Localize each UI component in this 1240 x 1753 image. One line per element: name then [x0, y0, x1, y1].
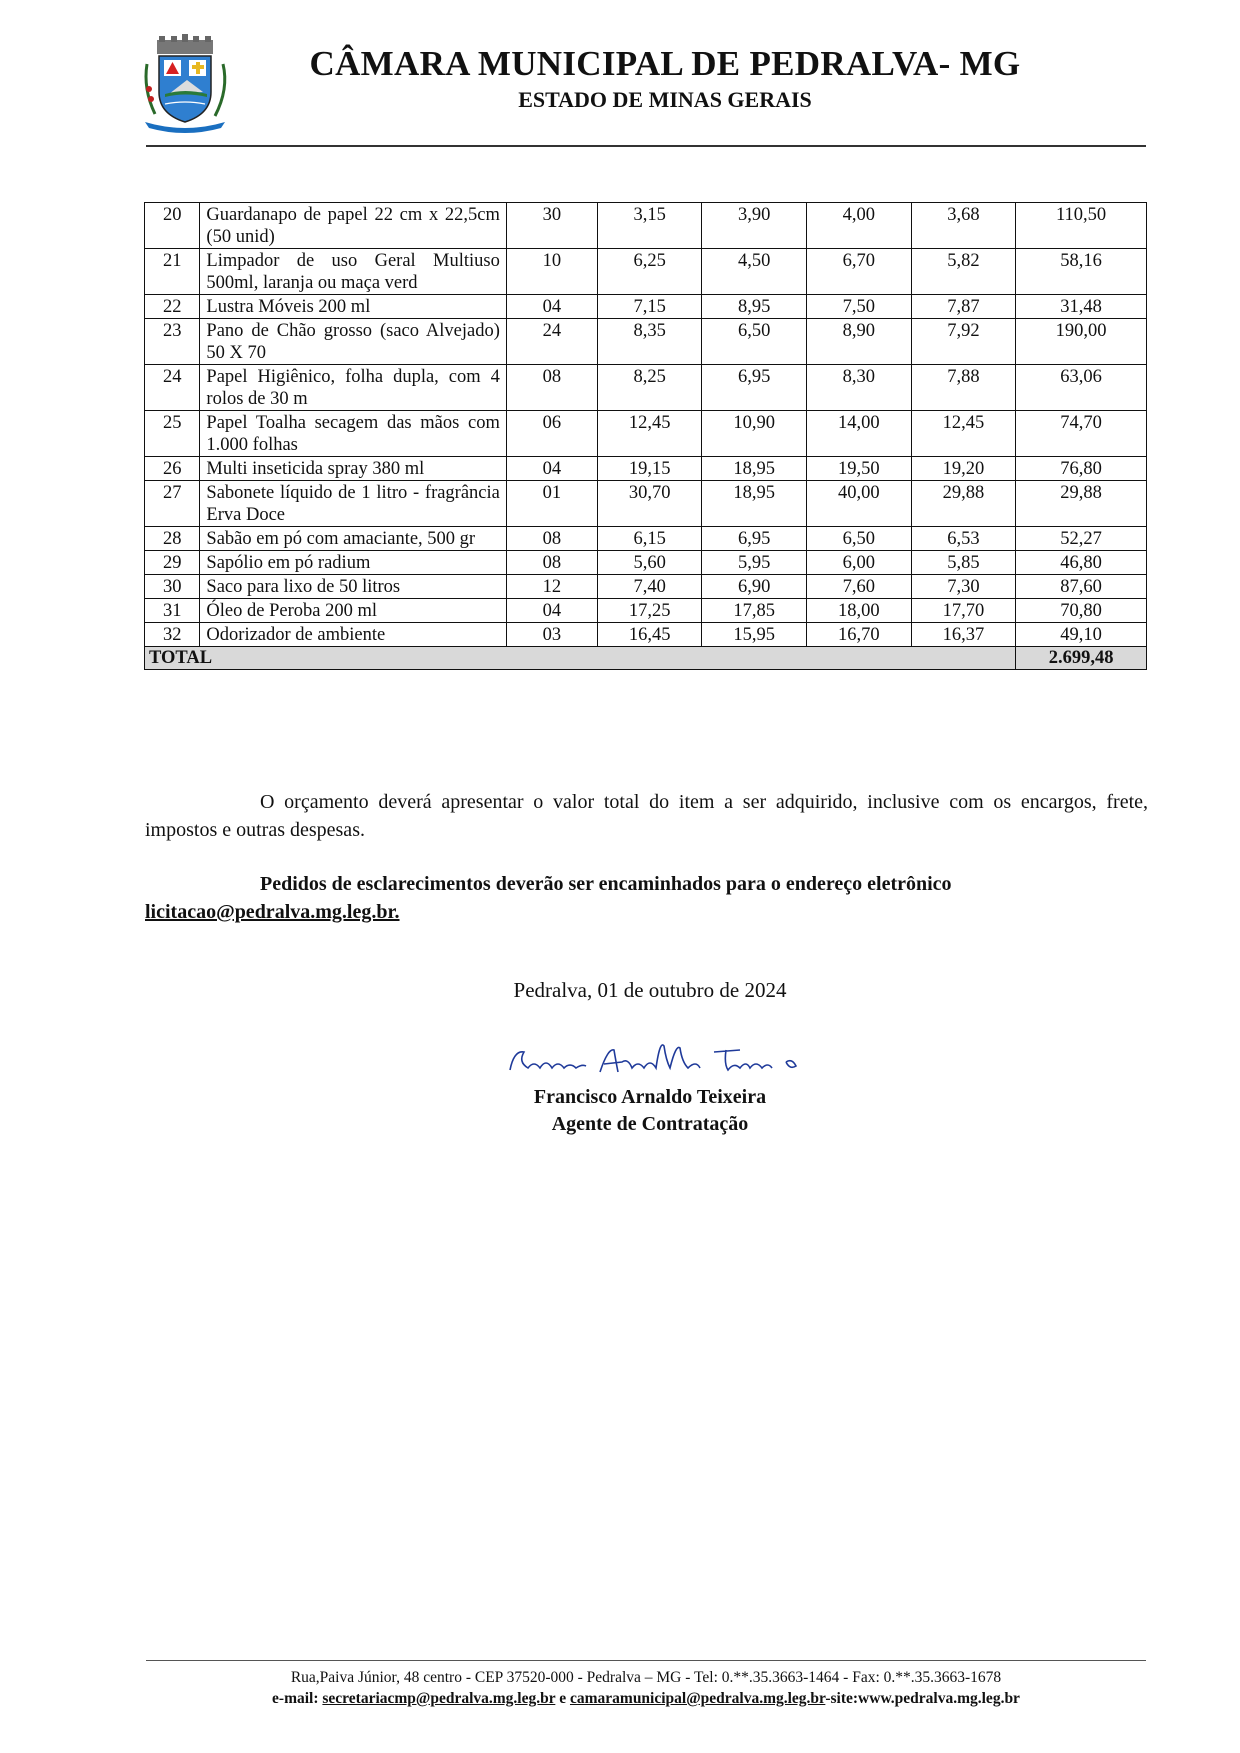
handwritten-signature-icon: [500, 1040, 840, 1082]
item-number-cell: 22: [145, 295, 200, 319]
quote-1-cell: 19,15: [597, 457, 702, 481]
budget-note-paragraph: O orçamento deverá apresentar o valor total do item a ser adquirido, inclusive com os encargos, frete, impostos e outras despesas.: [145, 791, 1148, 841]
quantity-cell: 04: [506, 599, 597, 623]
item-number-cell: 32: [145, 623, 200, 647]
item-number-cell: 20: [145, 203, 200, 249]
quote-2-cell: 18,95: [702, 481, 807, 527]
average-price-cell: 19,20: [911, 457, 1016, 481]
quote-1-cell: 6,25: [597, 249, 702, 295]
quantity-cell: 01: [506, 481, 597, 527]
quantity-cell: 10: [506, 249, 597, 295]
item-number-cell: 30: [145, 575, 200, 599]
quantity-cell: 08: [506, 527, 597, 551]
quote-3-cell: 18,00: [807, 599, 912, 623]
quantity-cell: 06: [506, 411, 597, 457]
description-cell: Limpador de uso Geral Multiuso 500ml, laranja ou maça verd: [200, 249, 506, 295]
quote-1-cell: 6,15: [597, 527, 702, 551]
average-price-cell: 5,82: [911, 249, 1016, 295]
quote-1-cell: 17,25: [597, 599, 702, 623]
description-cell: Sabão em pó com amaciante, 500 gr: [200, 527, 506, 551]
average-price-cell: 29,88: [911, 481, 1016, 527]
table-row: [145, 481, 1147, 527]
description-cell: Sapólio em pó radium: [200, 551, 506, 575]
quote-2-cell: 3,90: [702, 203, 807, 249]
quote-1-cell: 16,45: [597, 623, 702, 647]
average-price-cell: 5,85: [911, 551, 1016, 575]
table-row: [145, 411, 1147, 457]
footer: [146, 1667, 1146, 1709]
item-number-cell: 24: [145, 365, 200, 411]
description-cell: Saco para lixo de 50 litros: [200, 575, 506, 599]
quote-2-cell: 6,90: [702, 575, 807, 599]
item-total-cell: 87,60: [1016, 575, 1147, 599]
quantity-cell: 04: [506, 457, 597, 481]
table-row: [145, 527, 1147, 551]
table-row: [145, 295, 1147, 319]
quantity-cell: 08: [506, 551, 597, 575]
table-row: [145, 551, 1147, 575]
quote-3-cell: 4,00: [807, 203, 912, 249]
quote-3-cell: 7,60: [807, 575, 912, 599]
footer-contacts: e-mail: secretariacmp@pedralva.mg.leg.br e camaramunicipal@pedralva.mg.leg.br-site:www.pedralva.mg.leg.br: [272, 1690, 1020, 1707]
quote-2-cell: 17,85: [702, 599, 807, 623]
average-price-cell: 12,45: [911, 411, 1016, 457]
quantity-cell: 12: [506, 575, 597, 599]
quote-1-cell: 8,35: [597, 319, 702, 365]
place-date: Pedralva, 01 de outubro de 2024: [513, 978, 787, 1002]
item-total-cell: 74,70: [1016, 411, 1147, 457]
quantity-cell: 03: [506, 623, 597, 647]
quote-1-cell: 7,15: [597, 295, 702, 319]
quote-1-cell: 8,25: [597, 365, 702, 411]
header-divider: [146, 145, 1146, 147]
signer-block: [440, 1084, 860, 1138]
quote-2-cell: 6,50: [702, 319, 807, 365]
description-cell: Papel Toalha secagem das mãos com 1.000 folhas: [200, 411, 506, 457]
quote-3-cell: 6,70: [807, 249, 912, 295]
quote-1-cell: 3,15: [597, 203, 702, 249]
item-number-cell: 27: [145, 481, 200, 527]
average-price-cell: 7,87: [911, 295, 1016, 319]
quote-3-cell: 6,00: [807, 551, 912, 575]
quote-3-cell: 16,70: [807, 623, 912, 647]
item-number-cell: 26: [145, 457, 200, 481]
quote-2-cell: 6,95: [702, 527, 807, 551]
description-cell: Multi inseticida spray 380 ml: [200, 457, 506, 481]
signer-name: Francisco Arnaldo Teixeira: [533, 1086, 767, 1108]
average-price-cell: 7,30: [911, 575, 1016, 599]
quote-2-cell: 4,50: [702, 249, 807, 295]
description-cell: Papel Higiênico, folha dupla, com 4 rolos de 30 m: [200, 365, 506, 411]
quote-3-cell: 14,00: [807, 411, 912, 457]
quote-3-cell: 8,90: [807, 319, 912, 365]
table-row: [145, 203, 1147, 249]
quantity-cell: 04: [506, 295, 597, 319]
page-title: CÂMARA MUNICIPAL DE PEDRALVA- MG: [309, 44, 1021, 83]
total-label: TOTAL: [145, 647, 1016, 670]
average-price-cell: 3,68: [911, 203, 1016, 249]
quantity-cell: 24: [506, 319, 597, 365]
table-row: [145, 623, 1147, 647]
quote-3-cell: 6,50: [807, 527, 912, 551]
quote-3-cell: 19,50: [807, 457, 912, 481]
description-cell: Guardanapo de papel 22 cm x 22,5cm (50 unid): [200, 203, 506, 249]
table-row: [145, 319, 1147, 365]
item-total-cell: 63,06: [1016, 365, 1147, 411]
quote-2-cell: 8,95: [702, 295, 807, 319]
site-url: -site:www.pedralva.mg.leg.br: [825, 1690, 1020, 1707]
quote-1-cell: 5,60: [597, 551, 702, 575]
item-total-cell: 110,50: [1016, 203, 1147, 249]
table-row: [145, 575, 1147, 599]
quote-1-cell: 7,40: [597, 575, 702, 599]
camara-email-link[interactable]: camaramunicipal@pedralva.mg.leg.br: [569, 1690, 826, 1707]
description-cell: Lustra Móveis 200 ml: [200, 295, 506, 319]
quote-1-cell: 30,70: [597, 481, 702, 527]
quote-2-cell: 18,95: [702, 457, 807, 481]
signer-role: Agente de Contratação: [551, 1113, 749, 1135]
item-number-cell: 31: [145, 599, 200, 623]
item-total-cell: 49,10: [1016, 623, 1147, 647]
quote-3-cell: 8,30: [807, 365, 912, 411]
grand-total-value: 2.699,48: [1016, 647, 1147, 670]
footer-divider: [146, 1660, 1146, 1661]
item-number-cell: 28: [145, 527, 200, 551]
secretaria-email-link[interactable]: secretariacmp@pedralva.mg.leg.br: [322, 1690, 556, 1707]
description-cell: Sabonete líquido de 1 litro - fragrância Erva Doce: [200, 481, 506, 527]
quote-1-cell: 12,45: [597, 411, 702, 457]
quote-3-cell: 7,50: [807, 295, 912, 319]
footer-address: Rua,Paiva Júnior, 48 centro - CEP 37520-000 - Pedralva – MG - Tel: 0.**.35.3663-1464 - Fax: 0.**.35.3663-1678: [290, 1669, 1002, 1686]
quote-2-cell: 10,90: [702, 411, 807, 457]
description-cell: Odorizador de ambiente: [200, 623, 506, 647]
item-total-cell: 76,80: [1016, 457, 1147, 481]
table-row: [145, 249, 1147, 295]
item-number-cell: 21: [145, 249, 200, 295]
letterhead: [135, 34, 1145, 144]
item-number-cell: 25: [145, 411, 200, 457]
item-total-cell: 52,27: [1016, 527, 1147, 551]
item-total-cell: 190,00: [1016, 319, 1147, 365]
item-total-cell: 31,48: [1016, 295, 1147, 319]
average-price-cell: 7,92: [911, 319, 1016, 365]
quantity-cell: 30: [506, 203, 597, 249]
table-row: [145, 457, 1147, 481]
average-price-cell: 6,53: [911, 527, 1016, 551]
total-row: [145, 647, 1147, 670]
item-number-cell: 29: [145, 551, 200, 575]
item-total-cell: 29,88: [1016, 481, 1147, 527]
item-total-cell: 70,80: [1016, 599, 1147, 623]
municipal-coat-of-arms-icon: [135, 34, 235, 134]
table-row: [145, 599, 1147, 623]
description-cell: Pano de Chão grosso (saco Alvejado) 50 X 70: [200, 319, 506, 365]
page-subtitle: ESTADO DE MINAS GERAIS: [518, 87, 812, 112]
clarification-paragraph: Pedidos de esclarecimentos deverão ser encaminhados para o endereço eletrônico licitacao@pedralva.mg.leg.br.: [145, 873, 952, 923]
table-row: [145, 365, 1147, 411]
quote-2-cell: 15,95: [702, 623, 807, 647]
quote-3-cell: 40,00: [807, 481, 912, 527]
average-price-cell: 17,70: [911, 599, 1016, 623]
quote-2-cell: 5,95: [702, 551, 807, 575]
average-price-cell: 7,88: [911, 365, 1016, 411]
item-number-cell: 23: [145, 319, 200, 365]
average-price-cell: 16,37: [911, 623, 1016, 647]
item-total-cell: 58,16: [1016, 249, 1147, 295]
quote-2-cell: 6,95: [702, 365, 807, 411]
description-cell: Óleo de Peroba 200 ml: [200, 599, 506, 623]
price-table: [144, 202, 1147, 670]
item-total-cell: 46,80: [1016, 551, 1147, 575]
contact-email-link[interactable]: licitacao@pedralva.mg.leg.br.: [145, 901, 400, 923]
quantity-cell: 08: [506, 365, 597, 411]
